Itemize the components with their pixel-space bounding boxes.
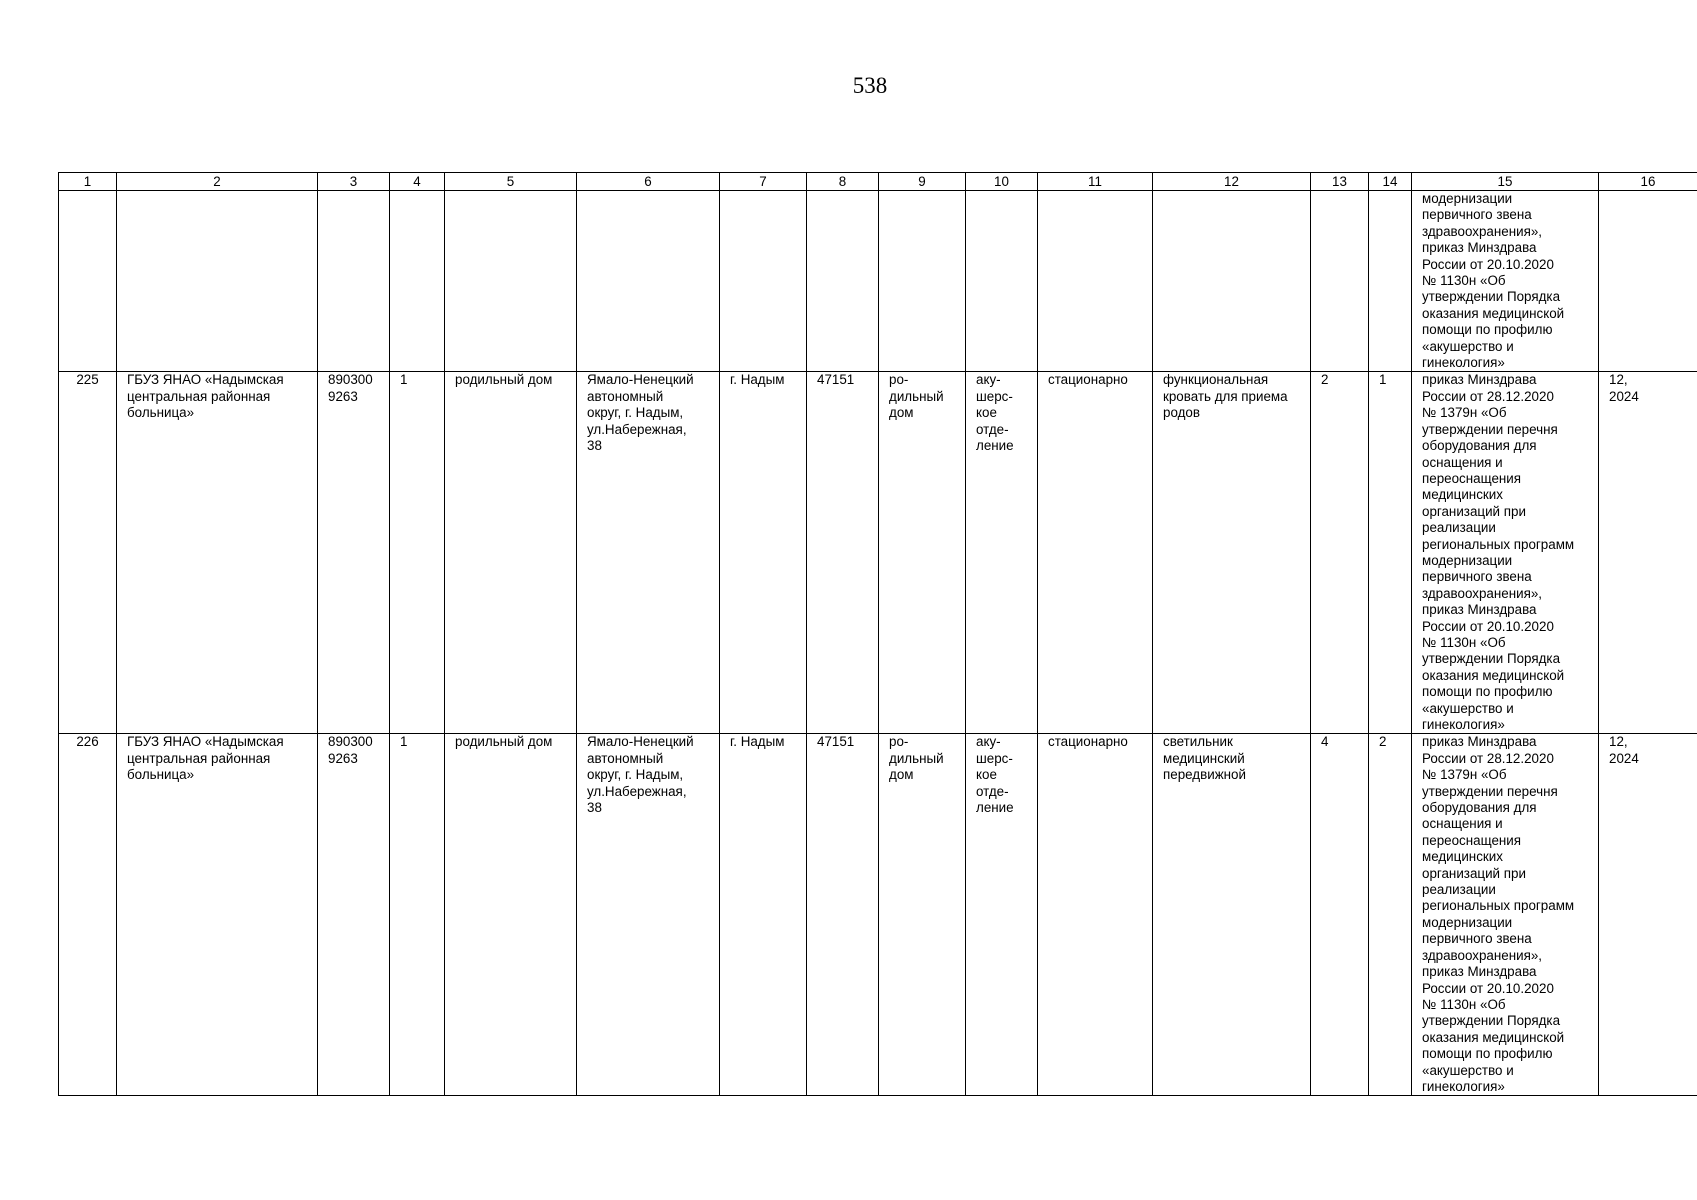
cell-code: 47151 (807, 372, 879, 734)
cell-regulation: модернизации первичного звена здравоохранения», приказ Минздрава России от 20.10.2020 № 1130н «Об утверждении Порядка оказания медицинской помощи по профилю «акушерство и гинекология» (1412, 191, 1599, 372)
cell-address: Ямало-Ненецкий автономный округ, г. Надым, ул.Набережная, 38 (577, 372, 720, 734)
cell-inn: 890300 9263 (318, 734, 390, 1096)
table-row (59, 734, 1697, 1096)
column-header-15: 15 (1412, 173, 1599, 191)
table-row (59, 372, 1697, 734)
cell-unit: ро- дильный дом (879, 372, 966, 734)
column-header-5: 5 (445, 173, 577, 191)
cell-col4: 1 (390, 372, 445, 734)
page-number: 538 (852, 73, 888, 98)
cell-care-form: стационарно (1038, 734, 1153, 1096)
cell-empty (318, 191, 390, 372)
column-header-13: 13 (1311, 173, 1369, 191)
column-header-3: 3 (318, 173, 390, 191)
cell-care-form: стационарно (1038, 372, 1153, 734)
column-header-11: 11 (1038, 173, 1153, 191)
cell-empty (807, 191, 879, 372)
equipment-table (58, 172, 1697, 1096)
cell-empty (59, 191, 117, 372)
column-header-9: 9 (879, 173, 966, 191)
cell-quantity: 1 (1369, 372, 1412, 734)
column-header-6: 6 (577, 173, 720, 191)
cell-quantity: 2 (1369, 734, 1412, 1096)
cell-empty (577, 191, 720, 372)
cell-empty (390, 191, 445, 372)
cell-empty (117, 191, 318, 372)
column-header-10: 10 (966, 173, 1038, 191)
cell-empty (1153, 191, 1311, 372)
cell-city: г. Надым (720, 372, 807, 734)
table-row-continuation (59, 191, 1697, 372)
cell-facility-type: родильный дом (445, 372, 577, 734)
cell-date: 12, 2024 (1599, 734, 1697, 1096)
cell-equipment: функциональная кровать для приема родов (1153, 372, 1311, 734)
cell-facility-type: родильный дом (445, 734, 577, 1096)
cell-equipment: светильник медицинский передвижной (1153, 734, 1311, 1096)
cell-empty (445, 191, 577, 372)
column-header-2: 2 (117, 173, 318, 191)
cell-regulation: приказ Минздрава России от 28.12.2020 № 1379н «Об утверждении перечня оборудования для оснащения и переоснащения медицинских организаций при реализации региональных программ модернизации первичного звена здравоохранения», приказ Минздрава России от 20.10.2020 № 1130н «Об утверждении Порядка оказания медицинской помощи по профилю «акушерство и гинекология» (1412, 372, 1599, 734)
table-header-row (59, 173, 1697, 191)
cell-col4: 1 (390, 734, 445, 1096)
cell-row-number: 226 (59, 734, 117, 1096)
cell-organization: ГБУЗ ЯНАО «Надымская центральная районная больница» (117, 372, 318, 734)
cell-row-number: 225 (59, 372, 117, 734)
column-header-1: 1 (59, 173, 117, 191)
cell-department: аку- шерс- кое отде- ление (966, 372, 1038, 734)
cell-organization: ГБУЗ ЯНАО «Надымская центральная районная больница» (117, 734, 318, 1096)
cell-city: г. Надым (720, 734, 807, 1096)
cell-address: Ямало-Ненецкий автономный округ, г. Надым, ул.Набережная, 38 (577, 734, 720, 1096)
column-header-7: 7 (720, 173, 807, 191)
cell-code: 47151 (807, 734, 879, 1096)
column-header-4: 4 (390, 173, 445, 191)
cell-unit: ро- дильный дом (879, 734, 966, 1096)
cell-empty (879, 191, 966, 372)
column-header-12: 12 (1153, 173, 1311, 191)
cell-department: аку- шерс- кое отде- ление (966, 734, 1038, 1096)
cell-date: 12, 2024 (1599, 372, 1697, 734)
cell-quantity-required: 4 (1311, 734, 1369, 1096)
cell-empty (1311, 191, 1369, 372)
cell-empty (1038, 191, 1153, 372)
cell-empty (1599, 191, 1697, 372)
cell-regulation: приказ Минздрава России от 28.12.2020 № 1379н «Об утверждении перечня оборудования для оснащения и переоснащения медицинских организаций при реализации региональных программ модернизации первичного звена здравоохранения», приказ Минздрава России от 20.10.2020 № 1130н «Об утверждении Порядка оказания медицинской помощи по профилю «акушерство и гинекология» (1412, 734, 1599, 1096)
cell-empty (966, 191, 1038, 372)
column-header-8: 8 (807, 173, 879, 191)
cell-inn: 890300 9263 (318, 372, 390, 734)
cell-empty (1369, 191, 1412, 372)
column-header-14: 14 (1369, 173, 1412, 191)
cell-quantity-required: 2 (1311, 372, 1369, 734)
cell-empty (720, 191, 807, 372)
column-header-16: 16 (1599, 173, 1697, 191)
